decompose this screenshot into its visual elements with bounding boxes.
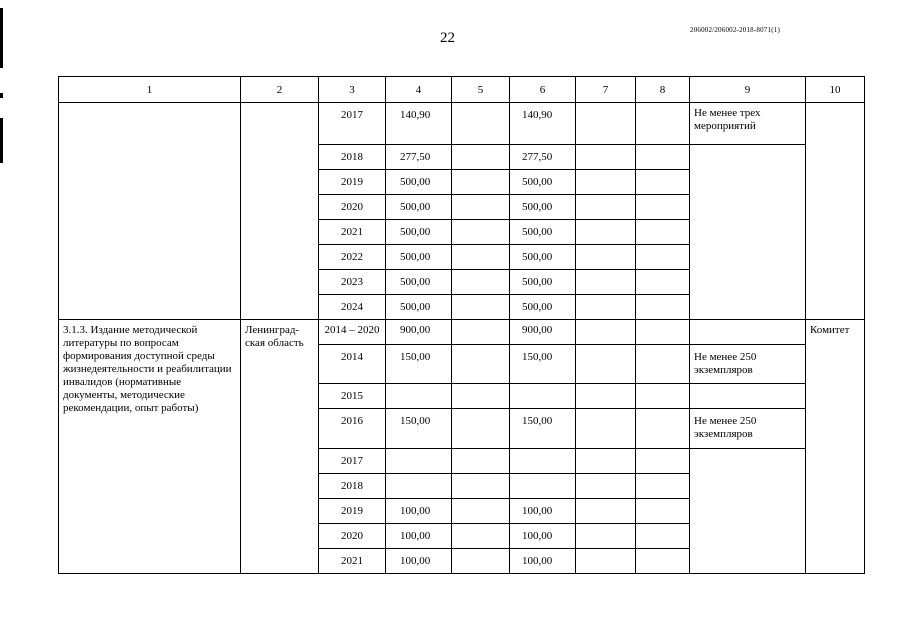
regional-cell: 500,00 xyxy=(510,245,576,270)
region-cell-empty xyxy=(241,103,319,320)
local-cell xyxy=(576,320,636,345)
header-col-10: 10 xyxy=(806,77,865,103)
header-col-7: 7 xyxy=(576,77,636,103)
result-cell-empty xyxy=(690,449,806,574)
total-cell: 100,00 xyxy=(386,499,452,524)
federal-cell xyxy=(452,384,510,409)
result-cell xyxy=(690,320,806,345)
activity-cell-empty xyxy=(59,103,241,320)
regional-cell xyxy=(510,449,576,474)
other-cell xyxy=(636,103,690,145)
page-number: 22 xyxy=(440,30,455,46)
total-cell: 900,00 xyxy=(386,320,452,345)
total-cell: 500,00 xyxy=(386,195,452,220)
year-cell: 2020 xyxy=(319,195,386,220)
local-cell xyxy=(576,170,636,195)
executor-cell-empty xyxy=(806,103,865,320)
federal-cell xyxy=(452,449,510,474)
regional-cell: 277,50 xyxy=(510,145,576,170)
federal-cell xyxy=(452,270,510,295)
regional-cell: 100,00 xyxy=(510,499,576,524)
other-cell xyxy=(636,449,690,474)
total-cell: 150,00 xyxy=(386,409,452,449)
local-cell xyxy=(576,270,636,295)
other-cell xyxy=(636,295,690,320)
header-col-2: 2 xyxy=(241,77,319,103)
federal-cell xyxy=(452,295,510,320)
total-cell: 140,90 xyxy=(386,103,452,145)
header-row xyxy=(59,77,865,103)
year-cell: 2021 xyxy=(319,549,386,574)
year-cell: 2014 xyxy=(319,345,386,384)
local-cell xyxy=(576,524,636,549)
activity-description: 3.1.3. Издание методической литературы по вопросам формирования доступной среды жизнедеятельности и реабилитации инвалидов (нормативные документы, методические рекомендации, опыт работы) xyxy=(59,320,241,574)
other-cell xyxy=(636,384,690,409)
year-cell: 2020 xyxy=(319,524,386,549)
other-cell xyxy=(636,524,690,549)
total-cell xyxy=(386,474,452,499)
result-cell: Не менее 250 экземпляров xyxy=(690,409,806,449)
year-cell: 2017 xyxy=(319,103,386,145)
table-row xyxy=(59,320,865,345)
header-col-6: 6 xyxy=(510,77,576,103)
federal-cell xyxy=(452,170,510,195)
header-col-9: 9 xyxy=(690,77,806,103)
total-cell xyxy=(386,384,452,409)
federal-cell xyxy=(452,320,510,345)
other-cell xyxy=(636,499,690,524)
header-col-1: 1 xyxy=(59,77,241,103)
scan-edge-mark-middle xyxy=(0,93,3,98)
scan-edge-mark-left xyxy=(0,118,3,163)
federal-cell xyxy=(452,549,510,574)
local-cell xyxy=(576,449,636,474)
regional-cell xyxy=(510,384,576,409)
other-cell xyxy=(636,549,690,574)
federal-cell xyxy=(452,245,510,270)
regional-cell: 500,00 xyxy=(510,170,576,195)
executor-cell: Комитет xyxy=(806,320,865,574)
total-cell: 500,00 xyxy=(386,295,452,320)
federal-cell xyxy=(452,103,510,145)
total-cell: 100,00 xyxy=(386,524,452,549)
federal-cell xyxy=(452,499,510,524)
year-cell: 2023 xyxy=(319,270,386,295)
regional-cell: 500,00 xyxy=(510,195,576,220)
year-cell: 2019 xyxy=(319,170,386,195)
local-cell xyxy=(576,145,636,170)
regional-cell: 100,00 xyxy=(510,549,576,574)
local-cell xyxy=(576,384,636,409)
regional-cell: 100,00 xyxy=(510,524,576,549)
federal-cell xyxy=(452,145,510,170)
year-cell: 2017 xyxy=(319,449,386,474)
other-cell xyxy=(636,409,690,449)
year-cell: 2018 xyxy=(319,145,386,170)
regional-cell: 150,00 xyxy=(510,345,576,384)
local-cell xyxy=(576,499,636,524)
other-cell xyxy=(636,474,690,499)
regional-cell: 150,00 xyxy=(510,409,576,449)
other-cell xyxy=(636,345,690,384)
year-cell: 2022 xyxy=(319,245,386,270)
total-cell: 277,50 xyxy=(386,145,452,170)
year-cell: 2018 xyxy=(319,474,386,499)
year-cell: 2021 xyxy=(319,220,386,245)
result-cell xyxy=(690,384,806,409)
local-cell xyxy=(576,195,636,220)
other-cell xyxy=(636,145,690,170)
header-col-4: 4 xyxy=(386,77,452,103)
other-cell xyxy=(636,245,690,270)
other-cell xyxy=(636,195,690,220)
local-cell xyxy=(576,245,636,270)
local-cell xyxy=(576,549,636,574)
result-cell-empty xyxy=(690,145,806,320)
program-table xyxy=(58,76,865,574)
total-cell: 150,00 xyxy=(386,345,452,384)
local-cell xyxy=(576,103,636,145)
federal-cell xyxy=(452,220,510,245)
year-cell: 2014 – 2020 xyxy=(319,320,386,345)
total-cell: 500,00 xyxy=(386,270,452,295)
regional-cell: 500,00 xyxy=(510,270,576,295)
year-cell: 2024 xyxy=(319,295,386,320)
other-cell xyxy=(636,270,690,295)
year-cell: 2015 xyxy=(319,384,386,409)
scan-edge-mark-top xyxy=(0,8,3,68)
federal-cell xyxy=(452,524,510,549)
local-cell xyxy=(576,345,636,384)
table-row xyxy=(59,103,865,145)
other-cell xyxy=(636,170,690,195)
regional-cell xyxy=(510,474,576,499)
local-cell xyxy=(576,295,636,320)
federal-cell xyxy=(452,195,510,220)
header-col-8: 8 xyxy=(636,77,690,103)
regional-cell: 500,00 xyxy=(510,295,576,320)
regional-cell: 500,00 xyxy=(510,220,576,245)
header-col-5: 5 xyxy=(452,77,510,103)
total-cell: 500,00 xyxy=(386,245,452,270)
total-cell: 100,00 xyxy=(386,549,452,574)
year-cell: 2019 xyxy=(319,499,386,524)
federal-cell xyxy=(452,345,510,384)
federal-cell xyxy=(452,474,510,499)
total-cell xyxy=(386,449,452,474)
other-cell xyxy=(636,320,690,345)
regional-cell: 140,90 xyxy=(510,103,576,145)
regional-cell: 900,00 xyxy=(510,320,576,345)
result-cell: Не менее трех мероприятий xyxy=(690,103,806,145)
document-id: 206002/206002-2018-8071(1) xyxy=(690,26,780,34)
header-col-3: 3 xyxy=(319,77,386,103)
year-cell: 2016 xyxy=(319,409,386,449)
total-cell: 500,00 xyxy=(386,220,452,245)
local-cell xyxy=(576,409,636,449)
total-cell: 500,00 xyxy=(386,170,452,195)
other-cell xyxy=(636,220,690,245)
local-cell xyxy=(576,474,636,499)
federal-cell xyxy=(452,409,510,449)
region-cell: Ленинград-ская область xyxy=(241,320,319,574)
local-cell xyxy=(576,220,636,245)
result-cell: Не менее 250 экземпляров xyxy=(690,345,806,384)
